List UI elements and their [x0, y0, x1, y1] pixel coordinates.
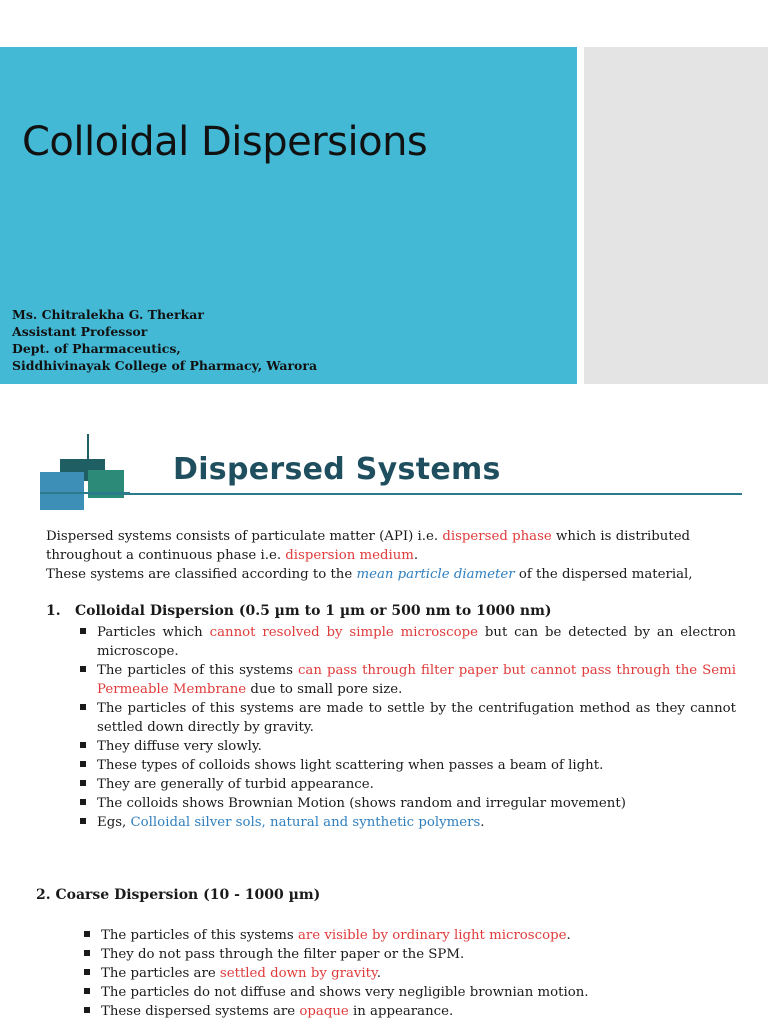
intro-text: throughout a continuous phase i.e. — [46, 548, 286, 563]
author-block — [12, 306, 317, 374]
list-item — [78, 623, 736, 661]
intro-paragraph — [46, 527, 746, 584]
colloidal-heading-text: Colloidal Dispersion (0.5 µm to 1 µm or 500 nm to 1000 nm) — [75, 603, 552, 619]
item-text: The particles of this systems — [101, 928, 298, 943]
list-item — [82, 926, 742, 945]
intro-line-3 — [46, 565, 746, 584]
bullet-square-icon — [84, 931, 90, 937]
item-text: These types of colloids shows light scattering when passes a beam of light. — [97, 758, 604, 773]
item-text: . — [566, 928, 571, 943]
item-text: but can be detected by an electron microscope. — [97, 625, 736, 659]
list-item — [82, 964, 742, 983]
coarse-list — [82, 926, 742, 1021]
list-item — [78, 699, 736, 737]
item-text: The particles are — [101, 966, 220, 981]
bullet-square-icon — [80, 761, 86, 767]
term-dispersed-phase: dispersed phase — [442, 529, 552, 544]
colloidal-heading — [46, 603, 552, 619]
bullet-square-icon — [80, 742, 86, 748]
bullet-square-icon — [80, 704, 86, 710]
highlight-text: are visible by ordinary light microscope — [297, 928, 567, 943]
bullet-square-icon — [84, 988, 90, 994]
list-item — [78, 794, 736, 813]
colloidal-list — [78, 623, 736, 832]
list-item — [82, 983, 742, 1002]
slide-logo-mark — [40, 434, 130, 514]
list-item — [78, 661, 736, 699]
intro-text: which is distributed — [551, 529, 691, 544]
item-text: Egs, — [97, 815, 131, 830]
bullet-square-icon — [84, 950, 90, 956]
list-item — [82, 945, 742, 964]
author-position: Assistant Professor — [12, 324, 148, 339]
item-text: The particles of this systems are made to settle by the centrifugation method as they cannot settled down directly by gravity. — [97, 701, 736, 735]
bullet-square-icon — [80, 799, 86, 805]
item-text: They are generally of turbid appearance. — [97, 777, 374, 792]
author-department: Dept. of Pharmaceutics, — [12, 341, 181, 356]
item-text: These dispersed systems are — [101, 1004, 300, 1019]
highlight-text: can pass through filter paper but cannot pass through the Semi Permeable Membrane — [97, 663, 737, 697]
coarse-heading: 2. Coarse Dispersion (10 - 1000 µm) — [36, 887, 321, 903]
intro-text: These systems are classified according to the — [46, 567, 357, 582]
bullet-square-icon — [84, 1007, 90, 1013]
intro-text: of the dispersed material, — [514, 567, 693, 582]
list-item — [78, 737, 736, 756]
main-title: Colloidal Dispersions — [22, 119, 428, 165]
item-text: due to small pore size. — [246, 682, 403, 697]
author-name: Ms. Chitralekha G. Therkar — [12, 307, 204, 322]
item-text: They diffuse very slowly. — [97, 739, 262, 754]
term-mean-particle-diameter: mean particle diameter — [356, 567, 515, 582]
intro-line-2 — [46, 546, 746, 565]
item-text: Particles which — [97, 625, 210, 640]
bullet-square-icon — [80, 628, 86, 634]
list-item — [78, 756, 736, 775]
example-text: Colloidal silver sols, natural and synthetic polymers — [130, 815, 481, 830]
author-college: Siddhivinayak College of Pharmacy, Warora — [12, 358, 318, 373]
bullet-square-icon — [80, 780, 86, 786]
item-text: . — [480, 815, 485, 830]
intro-line-1 — [46, 527, 746, 546]
intro-text: . — [413, 548, 419, 563]
item-text: The particles of this systems — [97, 663, 298, 678]
list-item — [78, 813, 736, 832]
item-text: The particles do not diffuse and shows very negligible brownian motion. — [101, 985, 589, 1000]
bullet-square-icon — [80, 666, 86, 672]
logo-square-blue — [40, 472, 84, 510]
item-text: The colloids shows Brownian Motion (shows random and irregular movement) — [97, 796, 626, 811]
item-text: They do not pass through the filter paper or the SPM. — [101, 947, 465, 962]
list-item — [78, 775, 736, 794]
colloidal-number: 1. — [46, 603, 61, 619]
list-item — [82, 1002, 742, 1021]
intro-text: Dispersed systems consists of particulate matter (API) i.e. — [46, 529, 443, 544]
item-text: in appearance. — [348, 1004, 454, 1019]
highlight-text: cannot resolved by simple microscope — [209, 625, 478, 640]
section-divider — [88, 493, 742, 495]
title-side-panel — [584, 47, 768, 384]
bullet-square-icon — [80, 818, 86, 824]
term-dispersion-medium: dispersion medium — [285, 548, 414, 563]
highlight-text: opaque — [299, 1004, 349, 1019]
bullet-square-icon — [84, 969, 90, 975]
highlight-text: settled down by gravity — [219, 966, 377, 981]
section-title: Dispersed Systems — [173, 452, 501, 487]
item-text: . — [376, 966, 381, 981]
